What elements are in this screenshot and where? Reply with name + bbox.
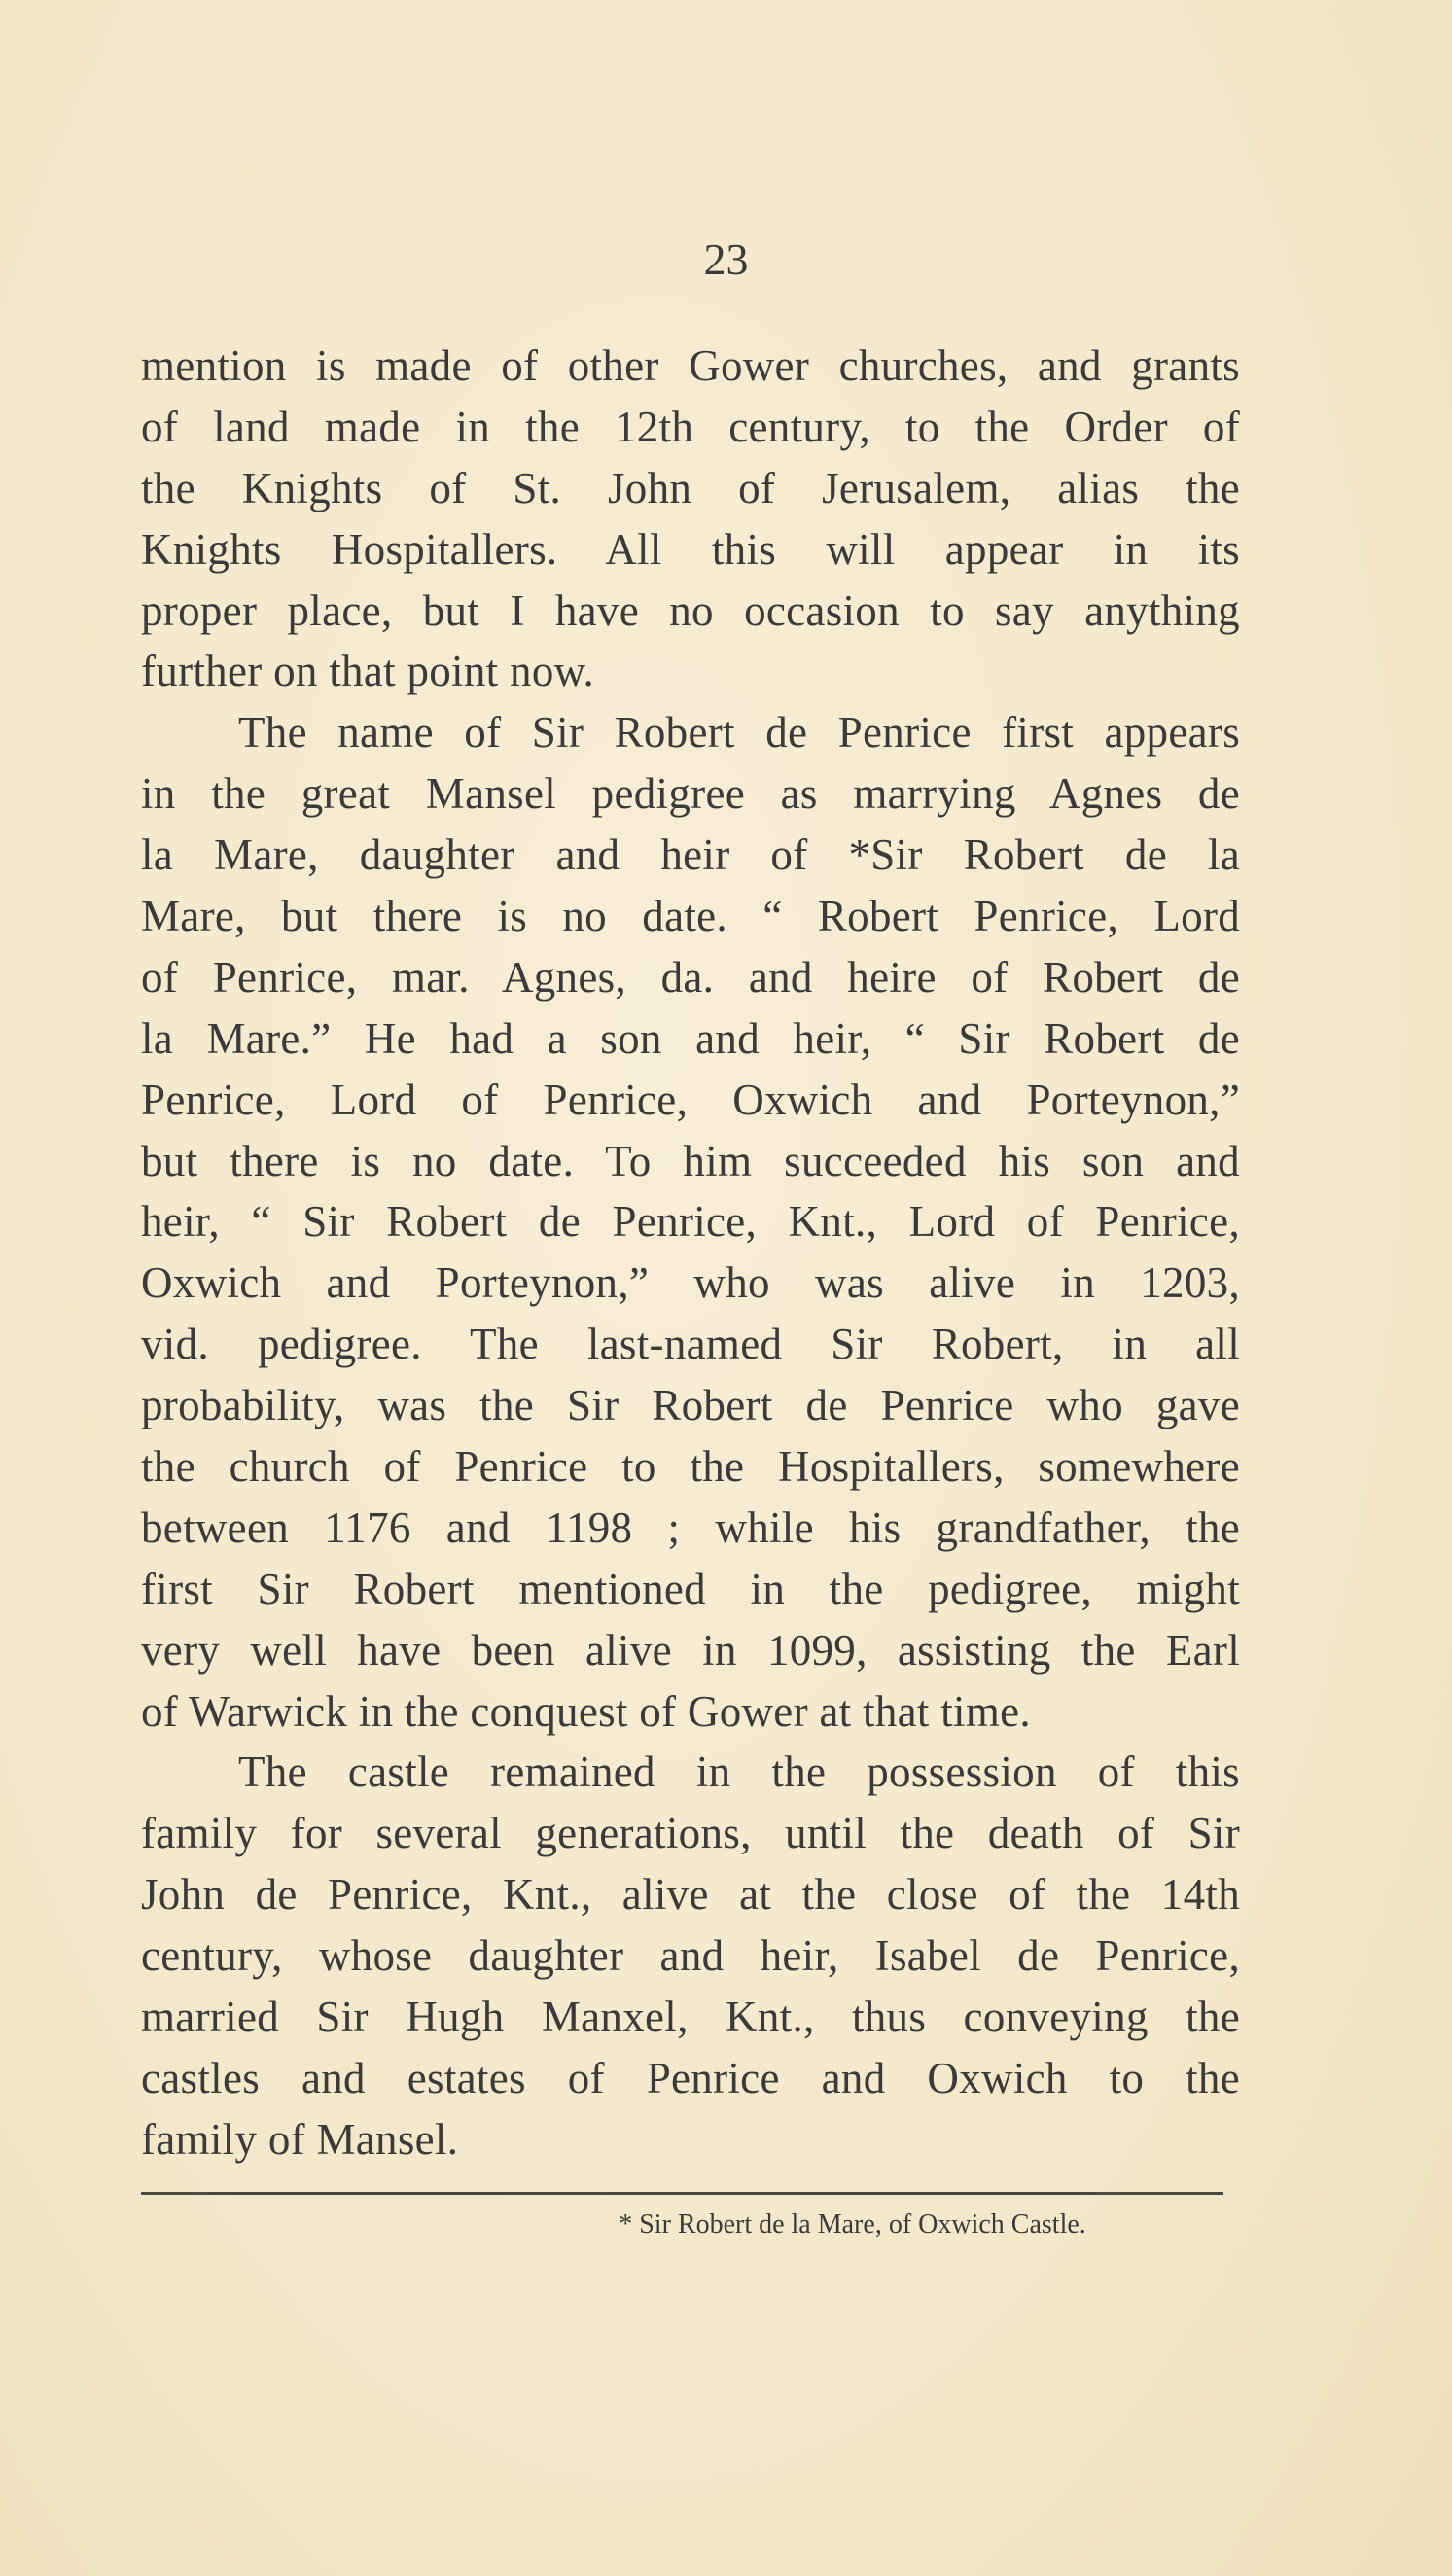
text-line: Penrice, Lord of Penrice, Oxwich and Porteynon,” xyxy=(141,1075,1240,1124)
text-line: the church of Penrice to the Hospitallers, somewhere xyxy=(141,1442,1240,1492)
text-line: Knights Hospitallers. All this will appear in its xyxy=(141,524,1240,574)
text-line: further on that point now. xyxy=(141,647,595,696)
text-line: but there is no date. To him succeeded his son and xyxy=(141,1136,1240,1185)
text-line: castles and estates of Penrice and Oxwich to the xyxy=(141,2053,1240,2102)
text-line: family of Mansel. xyxy=(141,2114,459,2164)
text-line: of land made in the 12th century, to the Order of xyxy=(141,402,1240,451)
text-line: the Knights of St. John of Jerusalem, alias the xyxy=(141,463,1240,512)
text-line: John de Penrice, Knt., alive at the close of the 14th xyxy=(141,1870,1240,1920)
text-line: la Mare, daughter and heir of *Sir Robert de la xyxy=(141,830,1240,880)
footnote: * Sir Robert de la Mare, of Oxwich Castle. xyxy=(619,2209,1086,2240)
text-line: first Sir Robert mentioned in the pedigree, might xyxy=(141,1564,1240,1613)
text-line: in the great Mansel pedigree as marrying Agnes de xyxy=(141,769,1240,819)
text-line: married Sir Hugh Manxel, Knt., thus conveying the xyxy=(141,1993,1240,2042)
text-line: la Mare.” He had a son and heir, “ Sir Robert de xyxy=(141,1013,1240,1063)
text-line: century, whose daughter and heir, Isabel de Penrice, xyxy=(141,1931,1240,1981)
text-line: Mare, but there is no date. “ Robert Penrice, Lord xyxy=(141,892,1240,941)
text-line: vid. pedigree. The last-named Sir Robert, in all xyxy=(141,1320,1240,1369)
body-text xyxy=(141,335,1240,2170)
text-line: very well have been alive in 1099, assisting the Earl xyxy=(141,1625,1240,1675)
text-line: Oxwich and Porteynon,” who was alive in 1203, xyxy=(141,1258,1240,1308)
text-line: The name of Sir Robert de Penrice first appears xyxy=(238,708,1240,758)
text-line: heir, “ Sir Robert de Penrice, Knt., Lord of Penrice, xyxy=(141,1197,1240,1247)
footnote-divider xyxy=(141,2192,1223,2195)
text-line: between 1176 and 1198 ; while his grandfather, the xyxy=(141,1502,1240,1552)
text-line: family for several generations, until the death of Sir xyxy=(141,1809,1240,1858)
text-line: of Penrice, mar. Agnes, da. and heire of Robert de xyxy=(141,952,1240,1002)
text-line: The castle remained in the possession of this xyxy=(238,1747,1240,1797)
text-line: proper place, but I have no occasion to say anything xyxy=(141,585,1240,635)
text-line: probability, was the Sir Robert de Penrice who gave xyxy=(141,1381,1240,1430)
text-line: of Warwick in the conquest of Gower at that time. xyxy=(141,1686,1031,1736)
page-number: 23 xyxy=(703,234,749,284)
text-line: mention is made of other Gower churches, and grants xyxy=(141,341,1240,390)
